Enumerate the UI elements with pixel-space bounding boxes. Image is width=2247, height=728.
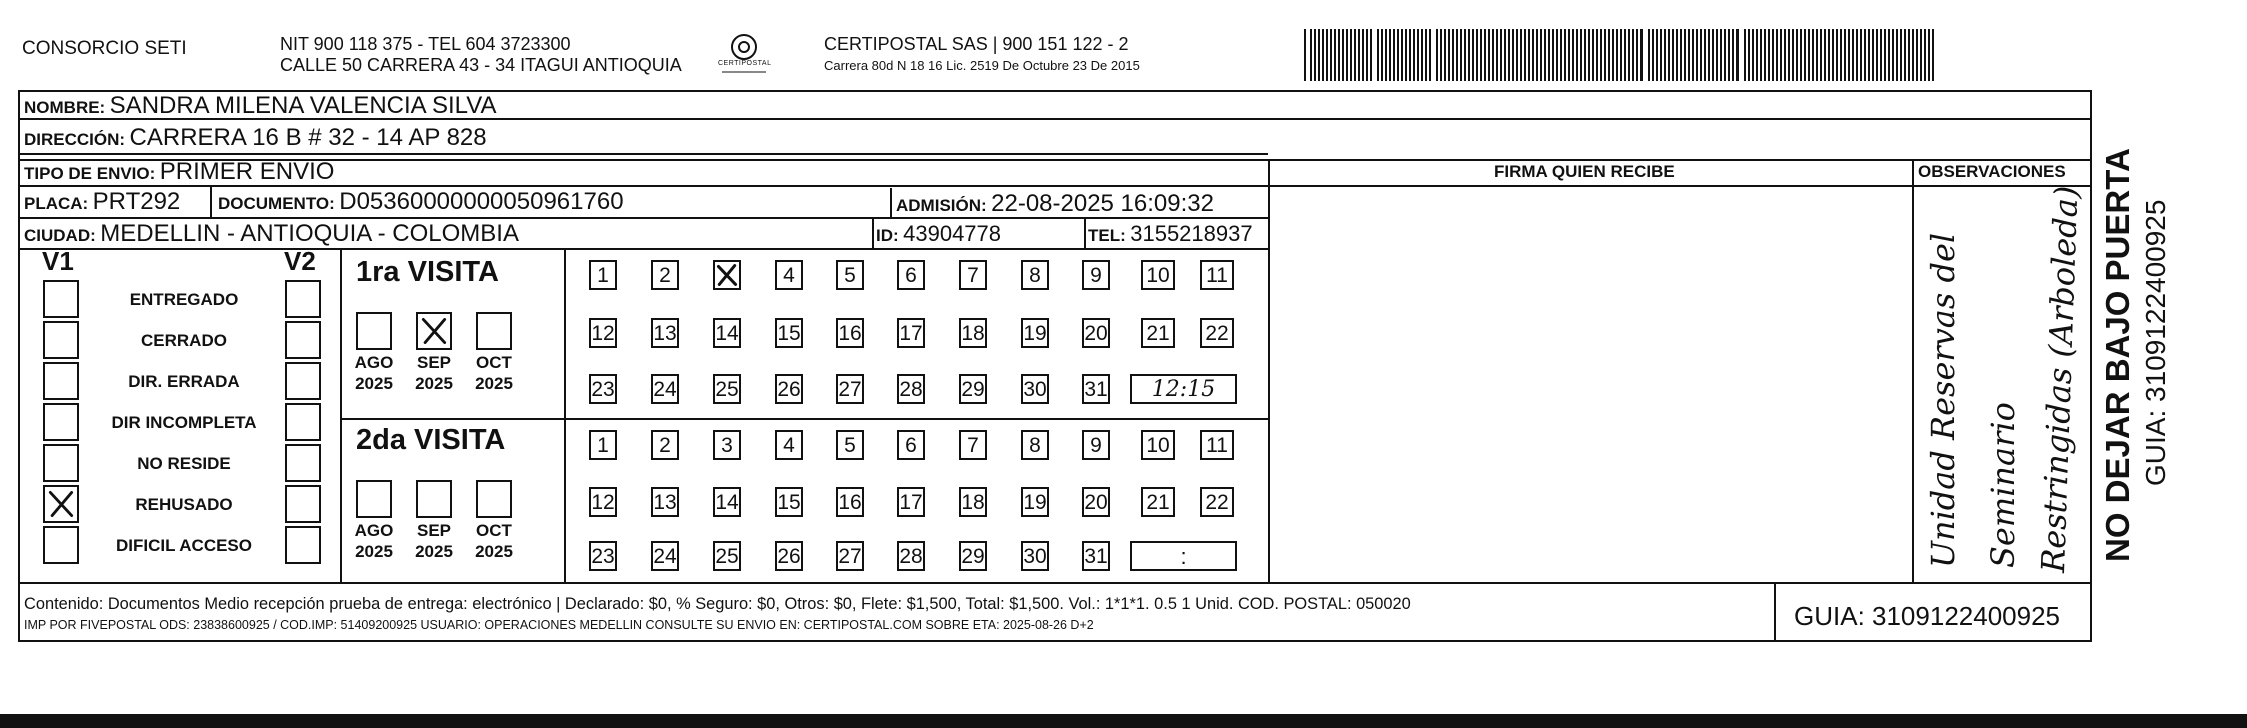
day-box[interactable]: 20 — [1082, 487, 1110, 517]
status-label: CERRADO — [141, 331, 227, 350]
day-box[interactable]: 26 — [775, 541, 803, 571]
v2-checkbox[interactable] — [285, 321, 321, 359]
nombre-value: SANDRA MILENA VALENCIA SILVA — [109, 92, 497, 119]
v1-checkbox[interactable] — [43, 362, 79, 400]
day-box[interactable]: 24 — [651, 374, 679, 404]
day-box[interactable]: 18 — [959, 487, 987, 517]
tipo-envio-value: PRIMER ENVIO — [159, 158, 335, 185]
day-box[interactable]: 7 — [959, 430, 987, 460]
v1-checkbox[interactable] — [43, 444, 79, 482]
day-box[interactable]: 25 — [713, 541, 741, 571]
day-box[interactable]: 13 — [651, 318, 679, 348]
day-box[interactable]: 17 — [897, 318, 925, 348]
documento-value: D05360000000050961760 — [339, 188, 624, 215]
side-guia: GUIA: 3109122400925 — [2140, 199, 2171, 486]
status-label: DIR INCOMPLETA — [111, 413, 257, 432]
day-box[interactable]: 13 — [651, 487, 679, 517]
v1-checkbox[interactable] — [43, 403, 79, 441]
day-box[interactable]: 31 — [1082, 374, 1110, 404]
observaciones-label: OBSERVACIONES — [1918, 162, 2066, 181]
v2-checkbox[interactable] — [285, 444, 321, 482]
handwriting-line-2: Seminario — [1984, 402, 2022, 568]
day-box[interactable]: 28 — [897, 374, 925, 404]
v2-checkbox[interactable] — [285, 485, 321, 523]
day-box[interactable]: 2 — [651, 430, 679, 460]
nombre-label: NOMBRE: — [24, 98, 106, 117]
day-box[interactable]: 1 — [589, 430, 617, 460]
id-value: 43904778 — [903, 221, 1002, 246]
day-box[interactable]: 21 — [1141, 318, 1175, 348]
day-box[interactable]: 11 — [1200, 260, 1234, 290]
month-checkbox[interactable] — [476, 312, 512, 350]
v2-checkbox[interactable] — [285, 526, 321, 564]
direccion-label: DIRECCIÓN: — [24, 130, 126, 149]
certipostal-logo-icon — [714, 32, 774, 80]
certipostal-line: CERTIPOSTAL SAS | 900 151 122 - 2 — [824, 34, 1129, 54]
company-name: CONSORCIO SETI — [22, 38, 187, 59]
day-box[interactable]: 1 — [589, 260, 617, 290]
v1-checkbox[interactable] — [43, 485, 79, 523]
day-box[interactable] — [713, 260, 741, 290]
no-dejar-bajo-puerta: NO DEJAR BAJO PUERTA — [2099, 148, 2136, 562]
month-label: OCT — [476, 353, 512, 372]
documento-label: DOCUMENTO: — [218, 194, 335, 213]
day-box[interactable]: 27 — [836, 541, 864, 571]
day-box[interactable]: 14 — [713, 487, 741, 517]
time-box[interactable]: 12:15 — [1130, 374, 1237, 404]
day-box[interactable]: 29 — [959, 374, 987, 404]
month-year: 2025 — [475, 374, 513, 393]
ciudad-value: MEDELLIN - ANTIOQUIA - COLOMBIA — [100, 220, 519, 247]
logo-text: CERTIPOSTAL — [718, 60, 772, 67]
handwriting-line-1: Unidad Reservas del — [1924, 232, 1962, 568]
v2-checkbox[interactable] — [285, 403, 321, 441]
bottom-bar — [0, 714, 2247, 728]
observaciones-handwriting — [1914, 185, 2090, 580]
month-checkbox[interactable] — [476, 480, 512, 518]
tel-label: TEL: — [1088, 226, 1126, 245]
license-line: Carrera 80d N 18 16 Lic. 2519 De Octubre 23 De 2015 — [824, 58, 1140, 73]
month-label: SEP — [416, 353, 452, 372]
v2-checkbox[interactable] — [285, 362, 321, 400]
day-box[interactable]: 15 — [775, 487, 803, 517]
day-box[interactable]: 9 — [1082, 260, 1110, 290]
month-year: 2025 — [475, 542, 513, 561]
day-box[interactable]: 22 — [1200, 487, 1234, 517]
tipo-envio-label: TIPO DE ENVIO: — [24, 164, 156, 183]
day-box[interactable]: 8 — [1021, 430, 1049, 460]
month-year: 2025 — [355, 374, 393, 393]
day-box[interactable]: 17 — [897, 487, 925, 517]
day-box[interactable]: 4 — [775, 260, 803, 290]
v1-checkbox[interactable] — [43, 280, 79, 318]
day-box[interactable]: 27 — [836, 374, 864, 404]
v1-label: V1 — [42, 246, 74, 276]
handwriting-line-3: Restringidas (Arboleda) — [2034, 185, 2086, 574]
day-box[interactable]: 11 — [1200, 430, 1234, 460]
day-box[interactable]: 5 — [836, 260, 864, 290]
day-box[interactable]: 10 — [1141, 260, 1175, 290]
month-checkbox[interactable] — [416, 312, 452, 350]
month-year: 2025 — [355, 542, 393, 561]
day-box[interactable]: 8 — [1021, 260, 1049, 290]
status-label: ENTREGADO — [129, 290, 239, 309]
day-box[interactable]: 5 — [836, 430, 864, 460]
day-box[interactable]: 16 — [836, 318, 864, 348]
day-box[interactable]: 21 — [1141, 487, 1175, 517]
day-box[interactable]: 26 — [775, 374, 803, 404]
ciudad-label: CIUDAD: — [24, 226, 96, 245]
status-label: REHUSADO — [135, 495, 233, 514]
nit-line: NIT 900 118 375 - TEL 604 3723300 — [280, 34, 571, 54]
admision-label: ADMISIÓN: — [896, 196, 987, 215]
day-box[interactable]: 20 — [1082, 318, 1110, 348]
v2-label: V2 — [284, 246, 316, 276]
v2-checkbox[interactable] — [285, 280, 321, 318]
imp-line: IMP POR FIVEPOSTAL ODS: 23838600925 / COD.IMP: 51409200925 USUARIO: OPERACIONES MEDELLIN CONSULTE SU ENVIO EN: CERTIPOSTAL.COM SOBRE ETA: 2025-08-26 D+2 — [24, 618, 1094, 632]
month-label: SEP — [416, 521, 452, 540]
time-box[interactable]: : — [1130, 541, 1237, 571]
day-box[interactable]: 30 — [1021, 541, 1049, 571]
day-box[interactable]: 4 — [775, 430, 803, 460]
day-box[interactable]: 6 — [897, 260, 925, 290]
month-year: 2025 — [415, 374, 453, 393]
day-box[interactable]: 15 — [775, 318, 803, 348]
v1-checkbox[interactable] — [43, 526, 79, 564]
barcode — [1304, 29, 1938, 81]
day-box[interactable]: 2 — [651, 260, 679, 290]
day-box[interactable]: 23 — [589, 541, 617, 571]
day-box[interactable]: 19 — [1021, 487, 1049, 517]
status-label: NO RESIDE — [137, 454, 231, 473]
day-box[interactable]: 7 — [959, 260, 987, 290]
second-visit-title: 2da VISITA — [356, 424, 506, 456]
day-box[interactable]: 12 — [589, 318, 617, 348]
day-box[interactable]: 30 — [1021, 374, 1049, 404]
contenido-line: Contenido: Documentos Medio recepción prueba de entrega: electrónico | Declarado: $0, % Seguro: $0, Otros: $0, Flete: $1,500, Total: $1,500. Vol.: 1*1*1. 0.5 1 Unid. COD. POSTAL: 050020 — [24, 595, 1411, 613]
day-box[interactable]: 14 — [713, 318, 741, 348]
day-box[interactable]: 29 — [959, 541, 987, 571]
month-year: 2025 — [415, 542, 453, 561]
day-box[interactable]: 18 — [959, 318, 987, 348]
direccion-value: CARRERA 16 B # 32 - 14 AP 828 — [129, 124, 487, 151]
tel-value: 3155218937 — [1130, 221, 1253, 246]
admision-value: 22-08-2025 16:09:32 — [991, 190, 1214, 217]
day-box[interactable]: 3 — [713, 430, 741, 460]
month-checkbox[interactable] — [416, 480, 452, 518]
status-label: DIR. ERRADA — [128, 372, 240, 391]
address-line: CALLE 50 CARRERA 43 - 34 ITAGUI ANTIOQUIA — [280, 55, 682, 75]
firma-label: FIRMA QUIEN RECIBE — [1494, 162, 1675, 181]
day-box[interactable]: 24 — [651, 541, 679, 571]
first-visit-title: 1ra VISITA — [356, 256, 499, 288]
month-label: AGO — [354, 353, 394, 372]
day-box[interactable]: 16 — [836, 487, 864, 517]
placa-label: PLACA: — [24, 194, 89, 213]
status-label: DIFICIL ACCESO — [115, 536, 252, 555]
id-label: ID: — [876, 226, 899, 245]
day-box[interactable]: 28 — [897, 541, 925, 571]
day-box[interactable]: 6 — [897, 430, 925, 460]
day-box[interactable]: 31 — [1082, 541, 1110, 571]
day-box[interactable]: 19 — [1021, 318, 1049, 348]
placa-value: PRT292 — [92, 188, 181, 215]
month-label: OCT — [476, 521, 512, 540]
day-box[interactable]: 9 — [1082, 430, 1110, 460]
month-label: AGO — [354, 521, 394, 540]
day-box[interactable]: 10 — [1141, 430, 1175, 460]
v1-checkbox[interactable] — [43, 321, 79, 359]
day-box[interactable]: 22 — [1200, 318, 1234, 348]
month-checkbox[interactable] — [356, 312, 392, 350]
day-box[interactable]: 12 — [589, 487, 617, 517]
day-box[interactable]: 23 — [589, 374, 617, 404]
day-box[interactable]: 25 — [713, 374, 741, 404]
month-checkbox[interactable] — [356, 480, 392, 518]
guia-box: GUIA: 3109122400925 — [1794, 601, 2060, 631]
